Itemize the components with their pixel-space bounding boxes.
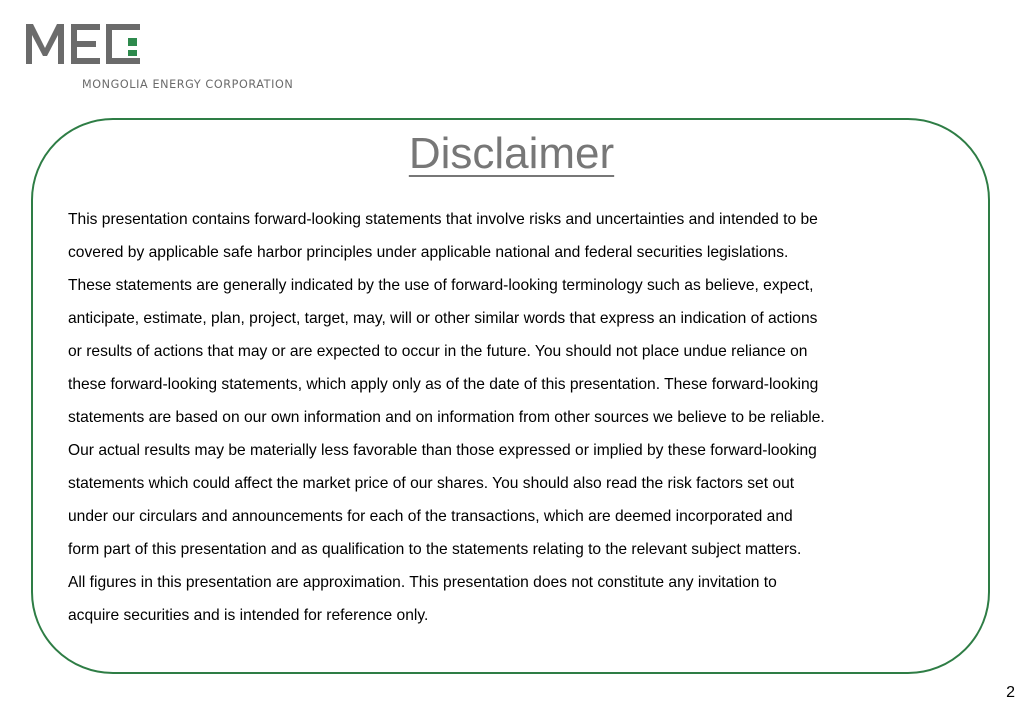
disclaimer-line: these forward-looking statements, which apply only as of the date of this presentation. These forward-looking xyxy=(68,376,819,393)
logo-letter-e xyxy=(71,24,100,64)
disclaimer-line: These statements are generally indicated by the use of forward-looking terminology such as believe, expect, xyxy=(68,277,814,294)
logo-letter-m xyxy=(26,24,64,64)
company-logo xyxy=(24,18,324,98)
slide-title-container xyxy=(0,126,1023,182)
disclaimer-line: form part of this presentation and as qualification to the statements relating to the relevant subject matters. xyxy=(68,541,802,558)
disclaimer-body xyxy=(68,203,968,632)
disclaimer-line: All figures in this presentation are approximation. This presentation does not constitute any invitation to xyxy=(68,574,777,591)
logo-green-square-top xyxy=(128,38,137,46)
mec-logo-mark xyxy=(24,18,148,68)
disclaimer-line: anticipate, estimate, plan, project, target, may, will or other similar words that express an indication of actions xyxy=(68,310,818,327)
logo-subtitle: MONGOLIA ENERGY CORPORATION xyxy=(82,78,294,91)
disclaimer-line: Our actual results may be materially less favorable than those expressed or implied by these forward-looking xyxy=(68,442,817,459)
disclaimer-line: or results of actions that may or are expected to occur in the future. You should not place undue reliance on xyxy=(68,343,808,360)
slide-title: Disclaimer xyxy=(408,129,615,178)
page-number: 2 xyxy=(1006,684,1015,701)
disclaimer-line: under our circulars and announcements for each of the transactions, which are deemed incorporated and xyxy=(68,508,793,525)
disclaimer-line: acquire securities and is intended for reference only. xyxy=(68,607,429,624)
disclaimer-line: statements which could affect the market price of our shares. You should also read the risk factors set out xyxy=(68,475,795,492)
logo-green-square-bottom xyxy=(128,50,137,56)
disclaimer-line: covered by applicable safe harbor principles under applicable national and federal securities legislations. xyxy=(68,244,789,261)
disclaimer-line: This presentation contains forward-looking statements that involve risks and uncertainties and intended to be xyxy=(68,211,818,228)
disclaimer-line: statements are based on our own information and on information from other sources we believe to be reliable. xyxy=(68,409,825,426)
